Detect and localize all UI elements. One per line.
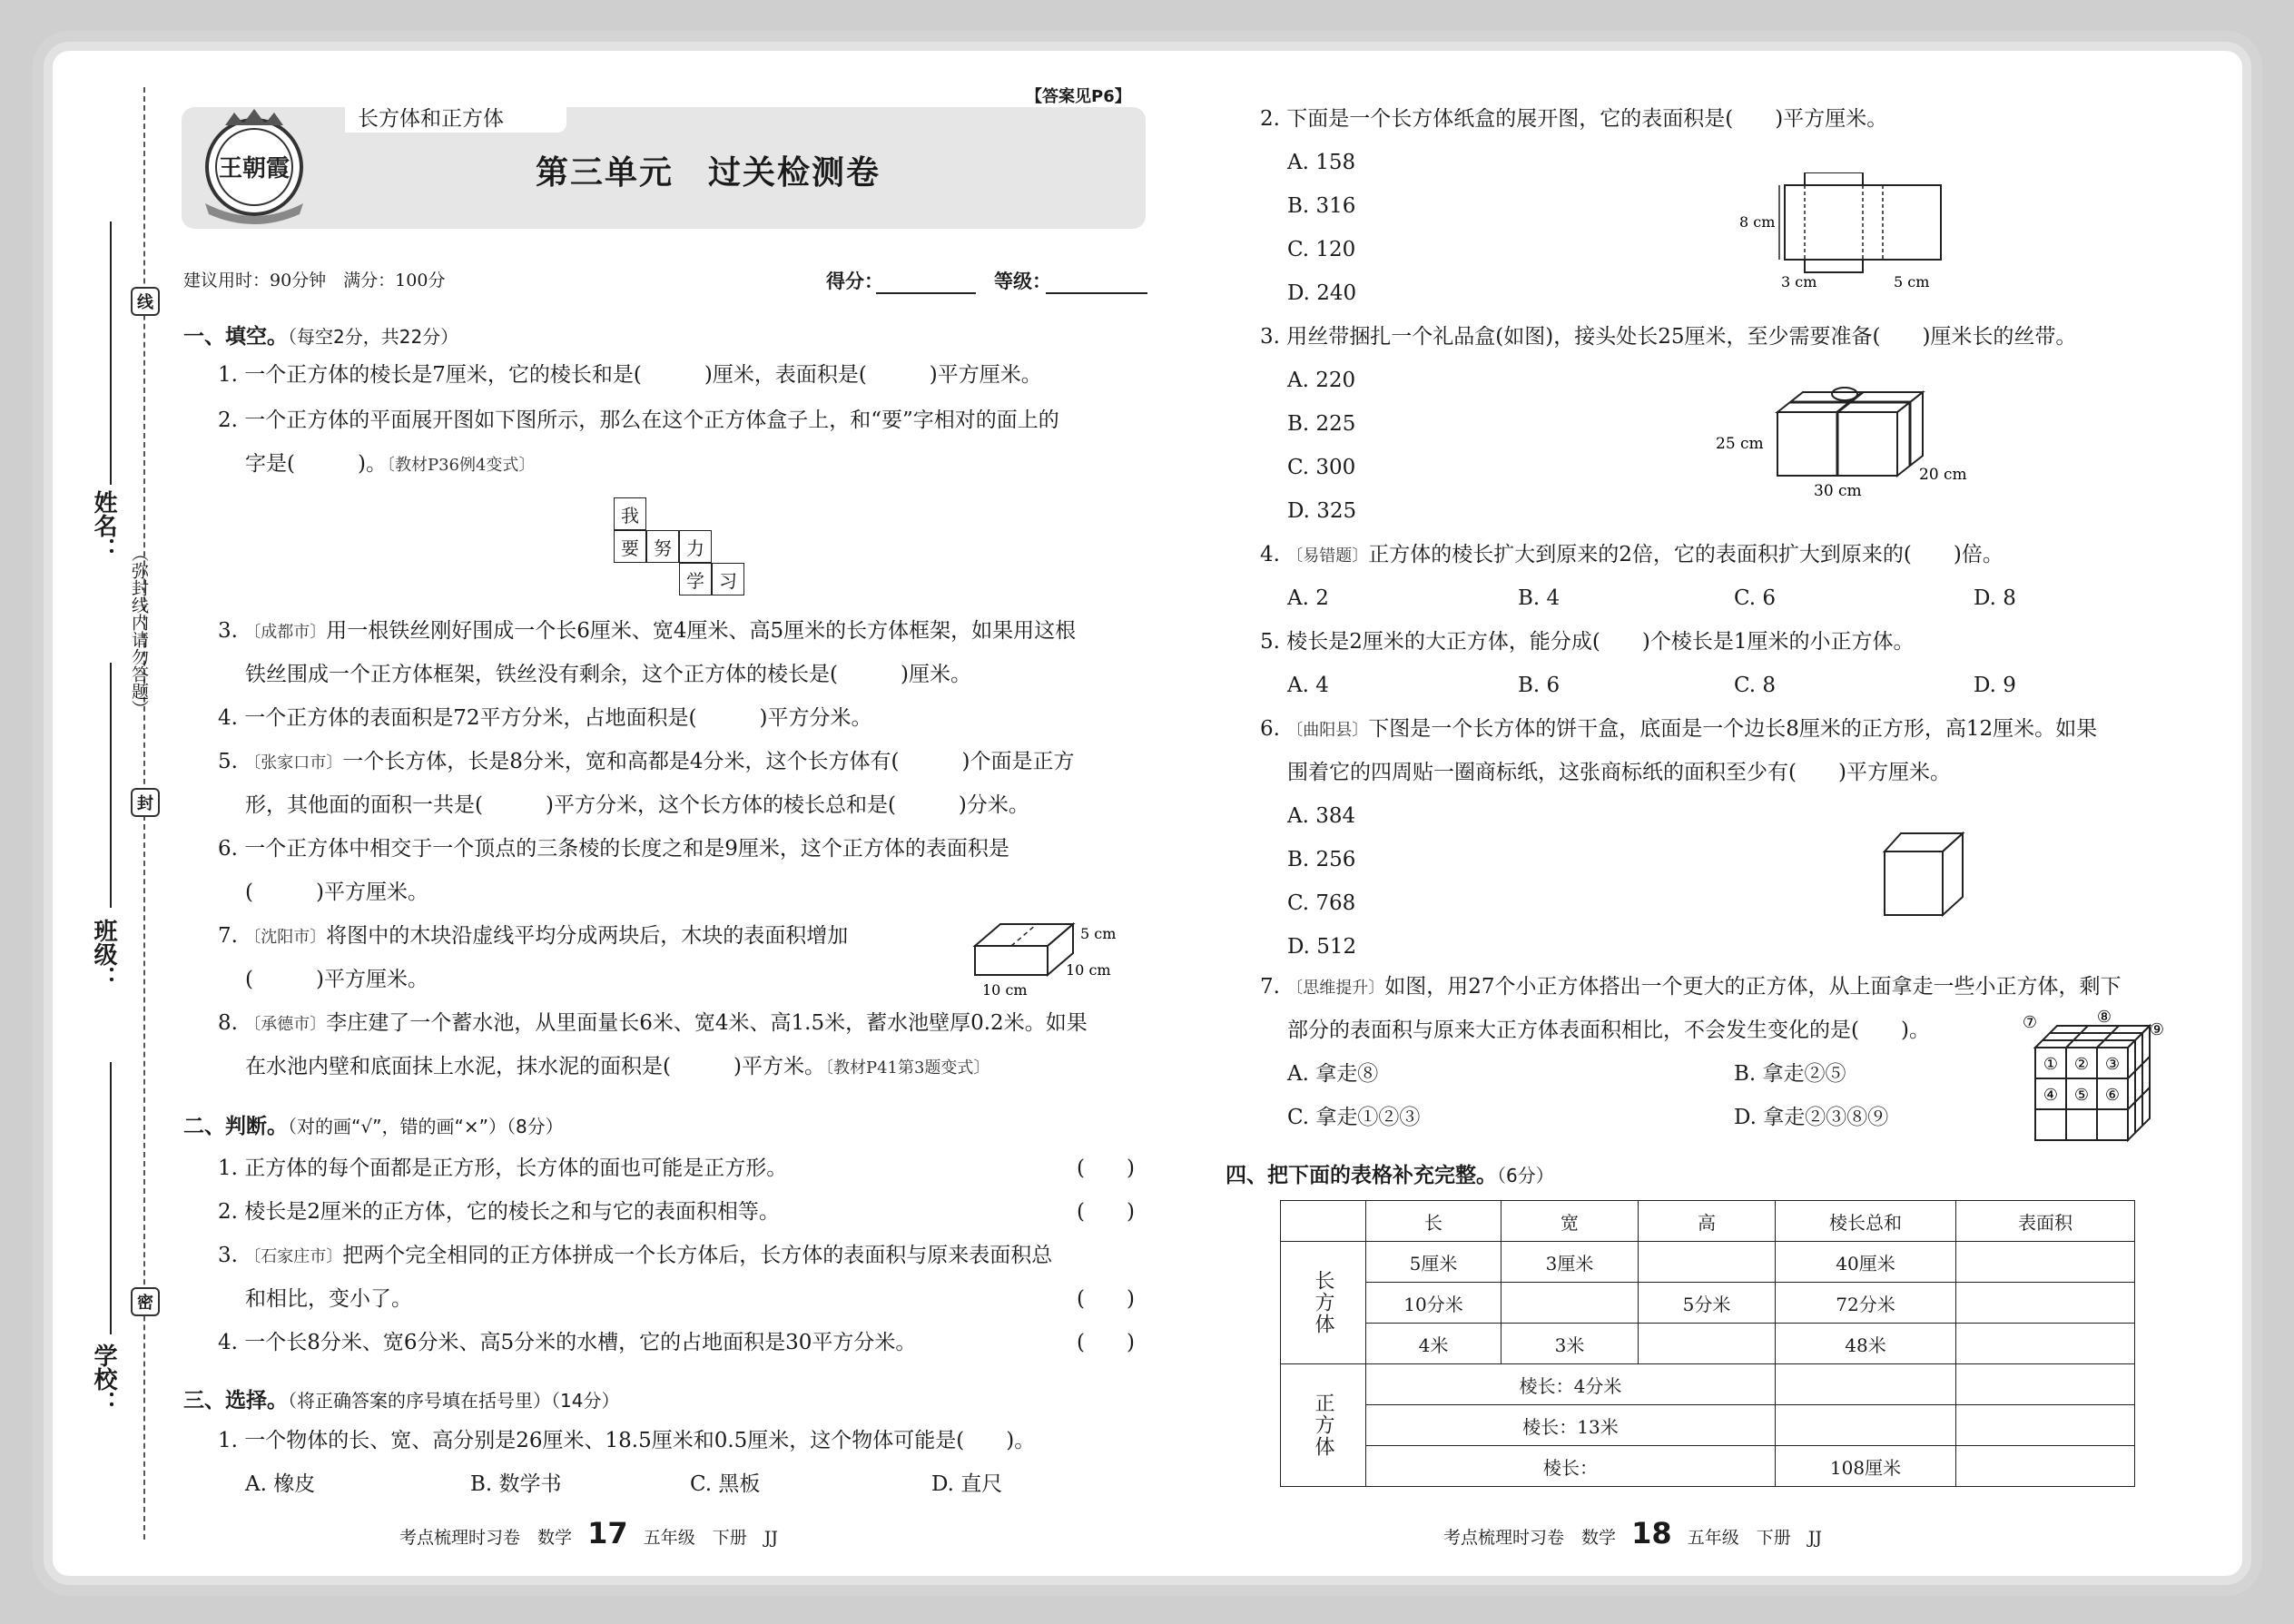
dim-label: 10 cm: [982, 981, 1028, 999]
net-cell: 习: [712, 563, 744, 595]
table-cell-blank[interactable]: [1501, 1283, 1639, 1324]
page-number: 17: [587, 1516, 628, 1550]
s3-q2: 2. 下面是一个长方体纸盒的展开图，它的表面积是( )平方厘米。: [1260, 107, 1888, 131]
cube-label: ⑨: [2149, 1020, 2165, 1039]
s1-q7-line2: ( )平方厘米。: [245, 968, 428, 991]
table-cell: 3厘米: [1501, 1242, 1639, 1283]
table-cell-blank[interactable]: [1639, 1324, 1776, 1364]
s3-q4-opt[interactable]: A. 2: [1287, 586, 1329, 610]
s3-q2-opt[interactable]: D. 240: [1287, 281, 1357, 305]
s3-q6-opt[interactable]: A. 384: [1287, 804, 1356, 828]
dim-label: 20 cm: [1919, 466, 1967, 484]
s1-q8-text: 李庄建了一个蓄水池，从里面量长6米、宽4米、高1.5米，蓄水池壁厚0.2米。如果: [326, 1011, 1088, 1035]
s3-q1: 1. 一个物体的长、宽、高分别是26厘米、18.5厘米和0.5厘米，这个物体可能是( )。: [218, 1429, 1036, 1452]
seal-char-mi: 密: [131, 1287, 160, 1316]
s3-q2-opt[interactable]: C. 120: [1287, 238, 1356, 261]
net-cell: 学: [679, 563, 712, 595]
name-field[interactable]: [110, 221, 112, 485]
seal-char-xian: 线: [131, 287, 160, 316]
fill-table: [1280, 1200, 2135, 1487]
group-label: [1281, 1242, 1366, 1364]
s3-q3-opt[interactable]: B. 225: [1287, 412, 1356, 436]
s3-q3-opt[interactable]: C. 300: [1287, 456, 1356, 479]
gift-box-figure: [1712, 385, 1984, 499]
s1-q8-text2: 在水池内壁和底面抹上水泥，抹水泥的面积是( )平方米。: [245, 1055, 825, 1078]
s3-q6-opt[interactable]: B. 256: [1287, 848, 1356, 871]
s3-q7-opt[interactable]: B. 拿走②⑤: [1734, 1062, 1846, 1086]
net-cell: 力: [679, 530, 712, 563]
s3-q5-opt[interactable]: D. 9: [1974, 674, 2016, 697]
s2-q1: 1. 正方体的每个面都是正方形，长方体的面也可能是正方形。: [218, 1156, 788, 1180]
cube-stack-figure: [2021, 1008, 2166, 1144]
table-header: 棱长总和: [1776, 1201, 1956, 1242]
s3-q4-opt[interactable]: B. 4: [1518, 586, 1561, 610]
s3-q5: 5. 棱长是2厘米的大正方体，能分成( )个棱长是1厘米的小正方体。: [1260, 630, 1915, 654]
cube-label: ⑥: [2104, 1086, 2121, 1105]
table-cell: 4米: [1366, 1324, 1501, 1364]
s1-q7-text: 将图中的木块沿虚线平均分成两块后，木块的表面积增加: [326, 924, 849, 948]
cube-label: ③: [2104, 1055, 2121, 1074]
s3-q6-tag: 〔曲阳县〕: [1286, 721, 1369, 740]
section1-title: 一、填空。: [183, 325, 288, 349]
section2-title: 二、判断。: [183, 1115, 288, 1138]
table-cell-blank[interactable]: [1956, 1364, 2135, 1405]
s3-q6-opt[interactable]: C. 768: [1287, 891, 1356, 915]
s3-q5-opt[interactable]: A. 4: [1287, 674, 1329, 697]
dim-label: 30 cm: [1814, 482, 1862, 499]
footer-series: 考点梳理时习卷 数学: [1443, 1528, 1617, 1548]
section1-note: （每空2分，共22分）: [288, 326, 459, 348]
s2-q2-bracket[interactable]: ( ): [1077, 1200, 1135, 1224]
cube-label: ②: [2073, 1055, 2090, 1074]
section3-note: （将正确答案的序号填在括号里）（14分）: [288, 1390, 620, 1412]
section4-title: 四、把下面的表格补充完整。: [1226, 1164, 1497, 1187]
s2-q3-line1: 3. 〔石家庄市〕把两个完全相同的正方体拼成一个长方体后，长方体的表面积与原来表面积总: [218, 1244, 1053, 1267]
footer-left: [399, 1516, 778, 1550]
s1-q3-line2: 铁丝围成一个正方体框架，铁丝没有剩余，这个正方体的棱长是( )厘米。: [245, 663, 971, 686]
grade-label: 等级：: [994, 271, 1051, 292]
table-row: [1281, 1283, 2135, 1324]
s3-q1-opt[interactable]: D. 直尺: [931, 1472, 1003, 1496]
section2-heading: [183, 1109, 564, 1139]
s3-q4: 4. 〔易错题〕正方体的棱长扩大到原来的2倍，它的表面积扩大到原来的( )倍。: [1260, 543, 2004, 566]
table-row: [1281, 1446, 2135, 1487]
s2-q1-bracket[interactable]: ( ): [1077, 1156, 1135, 1180]
s3-q5-opt[interactable]: B. 6: [1518, 674, 1561, 697]
section3-heading: [183, 1383, 619, 1413]
table-cell: 10分米: [1366, 1283, 1501, 1324]
table-header: 长: [1366, 1201, 1501, 1242]
cube-label: ④: [2043, 1086, 2059, 1105]
s3-q7-tag: 〔思维提升〕: [1286, 979, 1385, 998]
s2-q3-bracket[interactable]: ( ): [1077, 1287, 1135, 1311]
s1-q5-text: 一个长方体，长是8分米，宽和高都是4分米，这个长方体有( )个面是正方: [342, 750, 1075, 773]
s1-q5-line2: 形，其他面的面积一共是( )平方分米，这个长方体的棱长总和是( )分米。: [245, 793, 1029, 817]
s1-q5-line1: 5. 〔张家口市〕一个长方体，长是8分米，宽和高都是4分米，这个长方体有( )个面是正方: [218, 750, 1075, 773]
time-score: 建议用时：90分钟 满分：100分: [183, 271, 446, 290]
table-cell: 108厘米: [1776, 1446, 1956, 1487]
table-cell-blank[interactable]: [1956, 1405, 2135, 1446]
s3-q1-opt[interactable]: B. 数学书: [470, 1472, 562, 1496]
s1-q8-tag: 〔承德市〕: [244, 1015, 327, 1034]
s2-q3-line2: 和相比，变小了。: [245, 1287, 412, 1311]
s3-q4-opt[interactable]: D. 8: [1974, 586, 2016, 610]
s1-q8-line1: 8. 〔承德市〕李庄建了一个蓄水池，从里面量长6米、宽4米、高1.5米，蓄水池壁厚0.2米。如果: [218, 1011, 1088, 1035]
s1-q7-line1: 7. 〔沈阳市〕将图中的木块沿虚线平均分成两块后，木块的表面积增加: [218, 924, 849, 948]
table-cell: 棱长：13米: [1366, 1405, 1776, 1446]
s3-q7-opt[interactable]: A. 拿走⑧: [1287, 1062, 1379, 1086]
page-title: 第三单元 过关检测卷: [536, 154, 881, 192]
group-label-text: 正方体: [1312, 1393, 1334, 1458]
s3-q7-opt[interactable]: C. 拿走①②③: [1287, 1106, 1421, 1129]
s3-q1-opt[interactable]: C. 黑板: [690, 1472, 761, 1496]
s1-q6-line2: ( )平方厘米。: [245, 881, 428, 904]
s3-q2-opt[interactable]: B. 316: [1287, 194, 1356, 218]
table-cell-blank[interactable]: [1956, 1283, 2135, 1324]
s1-q5-tag: 〔张家口市〕: [244, 753, 343, 773]
dim-label: 3 cm: [1781, 273, 1817, 290]
s1-q3-line1: 3. 〔成都市〕用一根铁丝刚好围成一个长6厘米、宽4厘米、高5厘米的长方体框架，如果用这根: [218, 619, 1077, 643]
table-cell-blank[interactable]: [1776, 1405, 1956, 1446]
wood-block-figure: [971, 911, 1153, 999]
seal-char-feng: 封: [131, 788, 160, 817]
s3-q6-line2: 围着它的四周贴一圈商标纸，这张商标纸的面积至少有( )平方厘米。: [1287, 761, 1951, 784]
s2-q4-bracket[interactable]: ( ): [1077, 1331, 1135, 1354]
box-net-figure: [1739, 172, 1950, 290]
table-header: 表面积: [1956, 1201, 2135, 1242]
net-cell: 我: [614, 497, 646, 530]
logo-text: 王朝霞: [218, 155, 290, 182]
s1-q8-line2: [245, 1053, 989, 1082]
publisher-logo: [194, 102, 314, 225]
table-cell: 5厘米: [1366, 1242, 1501, 1283]
dim-label: 10 cm: [1066, 961, 1111, 979]
s1-q4: 4. 一个正方体的表面积是72平方分米，占地面积是( )平方分米。: [218, 706, 872, 730]
score-label: 得分：: [826, 271, 883, 292]
cube-label: ①: [2043, 1055, 2059, 1074]
table-cell-blank[interactable]: [1776, 1364, 1956, 1405]
cube-label: ⑦: [2022, 1013, 2038, 1032]
table-row: [1281, 1364, 2135, 1405]
table-row: [1281, 1405, 2135, 1446]
s3-q7-line2: 部分的表面积与原来大正方体表面积相比，不会发生变化的是( )。: [1287, 1019, 1930, 1042]
footer-series: 考点梳理时习卷 数学: [399, 1528, 573, 1548]
biscuit-box-figure: [1883, 832, 1966, 917]
s1-q2-ref: 〔教材P36例4变式〕: [386, 456, 536, 475]
dim-label: 8 cm: [1739, 213, 1776, 231]
s2-q3-text: 把两个完全相同的正方体拼成一个长方体后，长方体的表面积与原来表面积总: [342, 1244, 1053, 1267]
s1-q8-ref: 〔教材P41第3题变式〕: [824, 1058, 990, 1078]
table-header: 高: [1639, 1201, 1776, 1242]
group-label: [1281, 1364, 1366, 1487]
footer-grade: 五年级 下册 JJ: [1687, 1528, 1822, 1548]
table-cell: 3米: [1501, 1324, 1639, 1364]
grade-field[interactable]: [1046, 292, 1147, 294]
s1-q3-text: 用一根铁丝刚好围成一个长6厘米、宽4厘米、高5厘米的长方体框架，如果用这根: [326, 619, 1077, 643]
s3-q5-opt[interactable]: C. 8: [1734, 674, 1777, 697]
topic-tab: 长方体和正方体: [345, 105, 566, 133]
s2-q3-tag: 〔石家庄市〕: [244, 1247, 343, 1266]
s3-q7-opt[interactable]: D. 拿走②③⑧⑨: [1734, 1106, 1889, 1129]
cube-label: ⑤: [2073, 1086, 2090, 1105]
s1-q1: 1. 一个正方体的棱长是7厘米，它的棱长和是( )厘米，表面积是( )平方厘米。: [218, 363, 1042, 387]
seal-notice: （弥封线内请勿答题）: [129, 545, 149, 717]
net-cell: 要: [614, 530, 646, 563]
s2-q4: 4. 一个长8分米、宽6分米、高5分米的水槽，它的占地面积是30平方分米。: [218, 1331, 917, 1354]
table-cell: 48米: [1776, 1324, 1956, 1364]
s1-q2-line2: [245, 450, 535, 479]
table-cell: 40厘米: [1776, 1242, 1956, 1283]
table-cell: 5分米: [1639, 1283, 1776, 1324]
s1-q6-line1: 6. 一个正方体中相交于一个顶点的三条棱的长度之和是9厘米，这个正方体的表面积是: [218, 837, 1009, 861]
s3-q7-line1: 7. 〔思维提升〕如图，用27个小正方体搭出一个更大的正方体，从上面拿走一些小正方体，剩下: [1260, 975, 2122, 999]
table-row: [1281, 1324, 2135, 1364]
school-label: 学校：: [90, 1343, 117, 1414]
s3-q2-opt[interactable]: A. 158: [1287, 151, 1356, 174]
s3-q3: 3. 用丝带捆扎一个礼品盒(如图)，接头处长25厘米，至少需要准备( )厘米长的丝带。: [1260, 325, 2077, 349]
group-label-text: 长方体: [1312, 1270, 1334, 1335]
s1-q2-text: 字是( )。: [245, 452, 387, 476]
s3-q1-opt[interactable]: A. 橡皮: [245, 1472, 316, 1496]
dim-label: 5 cm: [1894, 273, 1930, 290]
table-header: 宽: [1501, 1201, 1639, 1242]
section2-note: （对的画“√”，错的画“×”）（8分）: [288, 1116, 564, 1137]
s3-q7-text: 如图，用27个小正方体搭出一个更大的正方体，从上面拿走一些小正方体，剩下: [1384, 975, 2122, 999]
footer-grade: 五年级 下册 JJ: [643, 1528, 778, 1548]
table-header-row: [1281, 1201, 2135, 1242]
table-row: [1281, 1242, 2135, 1283]
class-label: 班级：: [90, 919, 117, 989]
s1-q3-tag: 〔成都市〕: [244, 623, 327, 642]
section4-heading: [1226, 1158, 1554, 1188]
s3-q6-opt[interactable]: D. 512: [1287, 935, 1357, 959]
table-cell-blank[interactable]: [1956, 1242, 2135, 1283]
table-cell-blank[interactable]: [1639, 1242, 1776, 1283]
s3-q3-opt[interactable]: D. 325: [1287, 499, 1357, 523]
s3-q4-tag: 〔易错题〕: [1286, 546, 1369, 566]
class-field[interactable]: [110, 663, 112, 908]
dim-label: 25 cm: [1716, 435, 1764, 453]
table-corner: [1281, 1201, 1366, 1242]
table-cell: 棱长：: [1366, 1446, 1776, 1487]
table-cell: 棱长：4分米: [1366, 1364, 1776, 1405]
s1-q7-tag: 〔沈阳市〕: [244, 928, 327, 947]
table-cell-blank[interactable]: [1956, 1324, 2135, 1364]
school-field[interactable]: [110, 1062, 112, 1334]
s3-q6-text: 下图是一个长方体的饼干盒，底面是一个边长8厘米的正方形，高12厘米。如果: [1368, 717, 2098, 741]
page-number: 18: [1631, 1516, 1672, 1550]
cube-label: ⑧: [2096, 1008, 2112, 1027]
s3-q3-opt[interactable]: A. 220: [1287, 369, 1356, 392]
s3-q4-opt[interactable]: C. 6: [1734, 586, 1777, 610]
table-cell-blank[interactable]: [1956, 1446, 2135, 1487]
s3-q6-line1: 6. 〔曲阳县〕下图是一个长方体的饼干盒，底面是一个边长8厘米的正方形，高12厘米。如果: [1260, 717, 2098, 741]
section1-heading: [183, 320, 458, 349]
net-cell: 努: [646, 530, 679, 563]
table-cell: 72分米: [1776, 1283, 1956, 1324]
section4-note: （6分）: [1497, 1165, 1554, 1186]
s2-q2: 2. 棱长是2厘米的正方体，它的棱长之和与它的表面积相等。: [218, 1200, 780, 1224]
answer-ref: 【答案见P6】: [1026, 87, 1131, 106]
name-label: 姓名：: [90, 490, 117, 561]
s3-q4-text: 正方体的棱长扩大到原来的2倍，它的表面积扩大到原来的( )倍。: [1368, 543, 2004, 566]
dim-label: 5 cm: [1080, 925, 1117, 942]
s1-q2-line1: 2. 一个正方体的平面展开图如下图所示，那么在这个正方体盒子上，和“要”字相对的面上的: [218, 408, 1059, 432]
footer-right: [1443, 1516, 1822, 1550]
score-field[interactable]: [876, 292, 976, 294]
section3-title: 三、选择。: [183, 1389, 288, 1412]
